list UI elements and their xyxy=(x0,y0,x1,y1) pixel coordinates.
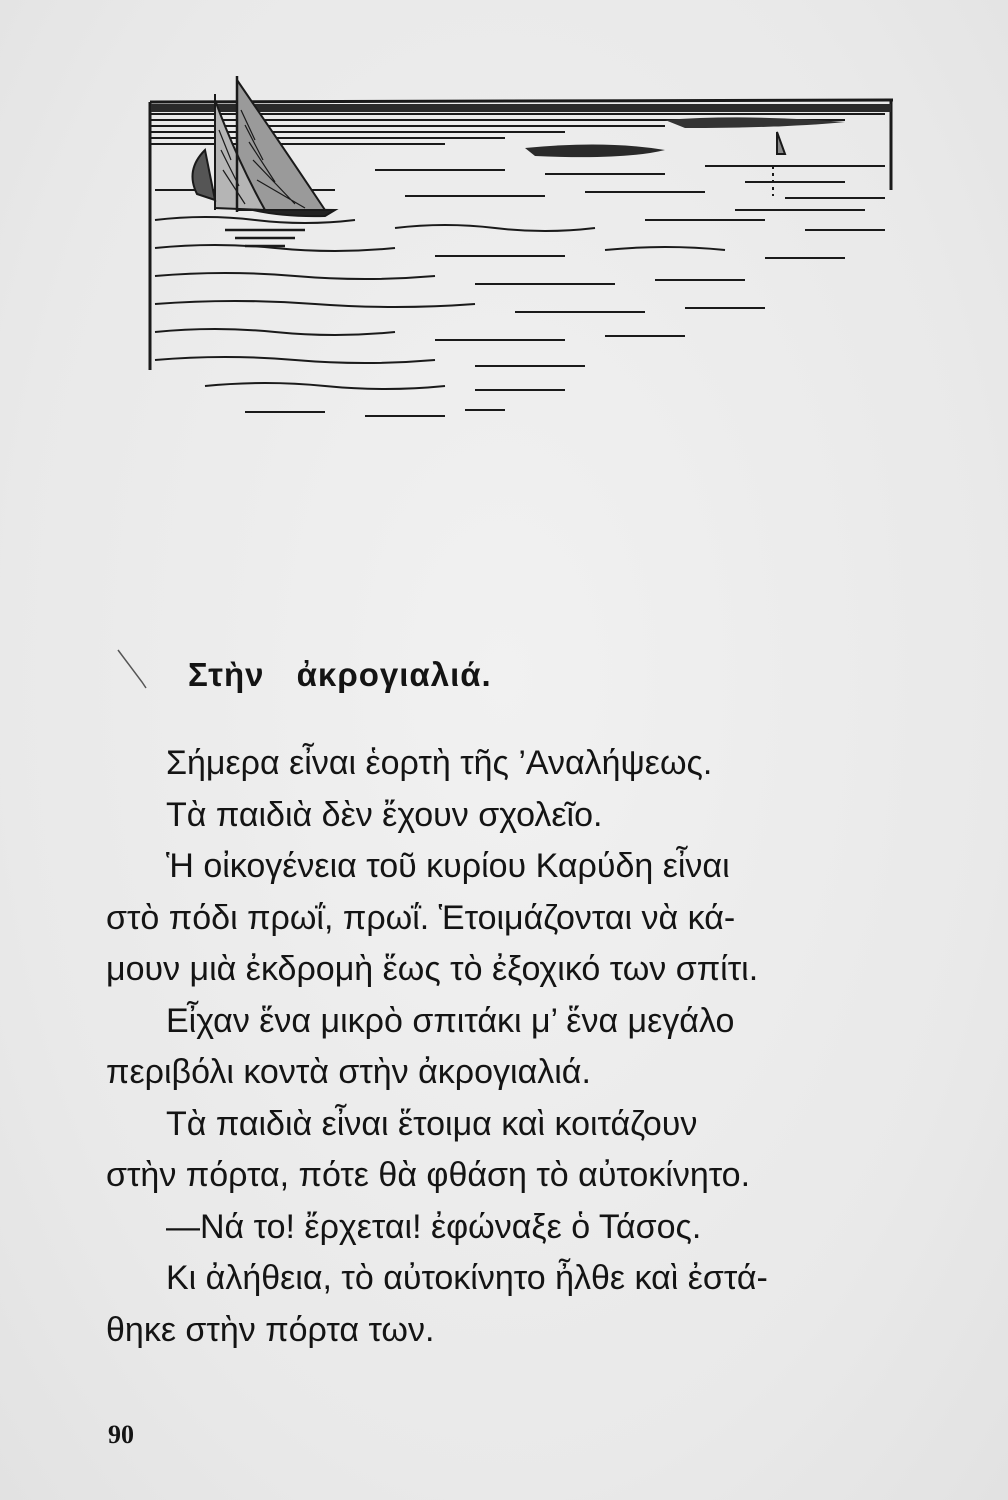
page-title: Στὴν ἀκρογιαλιά. xyxy=(188,656,492,693)
passage-line: Τὰ παιδιὰ δὲν ἔχουν σχολεῖο. xyxy=(166,795,603,834)
passage-line: Εἶχαν ἕνα μικρὸ σπιτάκι μ’ ἕνα μεγάλο xyxy=(166,1001,735,1040)
reading-passage xyxy=(106,738,952,1356)
pencil-mark-icon xyxy=(112,644,152,694)
passage-line: —Νά το! ἔρχεται! ἐφώναξε ὁ Τάσος. xyxy=(166,1207,702,1246)
passage-line: στὴν πόρτα, πότε θὰ φθάση τὸ αὐτοκίνητο. xyxy=(106,1156,751,1194)
passage-line: Σήμερα εἶναι ἑορτὴ τῆς ’Αναλήψεως. xyxy=(166,744,713,782)
passage-line: περιβόλι κοντὰ στὴν ἀκρογιαλιά. xyxy=(106,1053,591,1091)
passage-line: στὸ πόδι πρωΐ, πρωΐ. Ἑτοιμάζονται νὰ κά- xyxy=(106,898,736,937)
passage-line: Κι ἀλήθεια, τὸ αὐτοκίνητο ἦλθε καὶ ἐστά- xyxy=(166,1259,768,1297)
passage-line: Τὰ παιδιὰ εἶναι ἕτοιμα καὶ κοιτάζουν xyxy=(166,1104,698,1143)
passage-line: θηκε στὴν πόρτα των. xyxy=(106,1310,435,1349)
sailboat-seascape-icon xyxy=(145,70,905,440)
passage-line: μουν μιὰ ἐκδρομὴ ἕως τὸ ἐξοχικό των σπίτι. xyxy=(106,950,759,988)
passage-line: Ἡ οἰκογένεια τοῦ κυρίου Καρύδη εἶναι xyxy=(166,847,730,885)
page-number: 90 xyxy=(108,1420,134,1449)
